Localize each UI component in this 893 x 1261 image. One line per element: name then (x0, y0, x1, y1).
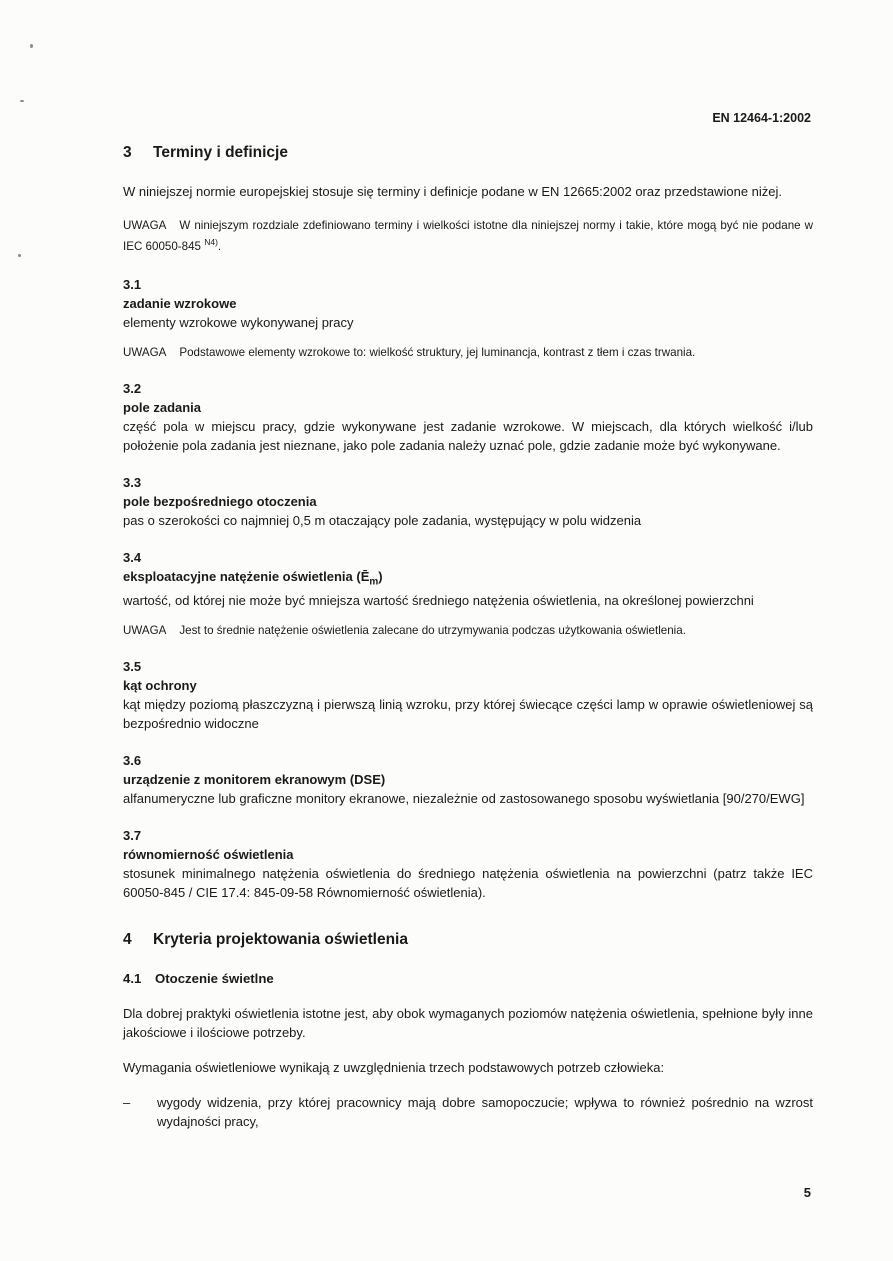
definition-3-2 (123, 379, 813, 455)
note-label: UWAGA (123, 219, 167, 232)
section-title: Kryteria projektowania oświetlenia (153, 931, 408, 949)
note-label: UWAGA (123, 624, 167, 638)
section-number: 4 (123, 931, 132, 949)
section-4-paragraph-2: Wymagania oświetleniowe wynikają z uwzględnienia trzech podstawowych potrzeb człowieka: (123, 1060, 665, 1076)
section-3-heading (123, 143, 813, 162)
definition-body: alfanumeryczne lub graficzne monitory ekranowe, niezależnie od zastosowanego sposobu wyświetlania [90/270/EWG] (123, 791, 805, 807)
definition-term-text: eksploatacyjne natężenie oświetlenia (Ē (123, 568, 370, 584)
list-item (123, 1093, 813, 1131)
definition-term (123, 567, 813, 592)
definition-number: 3.6 (123, 753, 142, 769)
list-dash: – (123, 1095, 131, 1111)
definition-body: elementy wzrokowe wykonywanej pracy (123, 314, 354, 330)
definition-number: 3.5 (123, 659, 142, 675)
section-3-note (123, 217, 813, 255)
section-4-paragraph-1: Dla dobrej praktyki oświetlenia istotne jest, aby obok wymaganych poziomów natężenia oświetlenia, spełnione były inne jakościowe i ilościowe potrzeby. (123, 1006, 813, 1041)
definition-3-3 (123, 473, 813, 530)
definition-number: 3.3 (123, 474, 142, 490)
definition-body: wartość, od której nie może być mniejsza wartość średniego natężenia oświetlenia, na określonej powierzchni (123, 593, 754, 609)
definition-3-4 (123, 548, 813, 640)
section-4-1-heading (123, 969, 813, 988)
definition-term-suffix: ) (378, 568, 383, 584)
definition-body: część pola w miejscu pracy, gdzie wykonywane jest zadanie wzrokowe. W miejscach, dla których wielkość i/lub położenie pola zadania jest nieznane, jako pole zadania należy uznać pole, gdzie zadanie może być wykonywane. (123, 418, 813, 453)
definition-body: kąt między poziomą płaszczyzną i pierwszą linią wzroku, przy której świecące części lamp w oprawie oświetleniowej są bezpośrednio widoczne (123, 697, 813, 732)
section-number: 3 (123, 144, 132, 161)
section-title: Terminy i definicje (153, 144, 288, 161)
definition-term: zadanie wzrokowe (123, 295, 237, 311)
note-superscript: N4) (204, 237, 218, 247)
definition-number: 3.4 (123, 549, 142, 565)
scan-artifact (20, 100, 24, 102)
definition-note (123, 622, 813, 639)
note-label: UWAGA (123, 345, 167, 359)
note-text: Podstawowe elementy wzrokowe to: wielkość struktury, jej luminancja, kontrast z tłem i czas trwania. (179, 345, 696, 359)
scan-artifact (18, 254, 21, 257)
note-text: Jest to średnie natężenie oświetlenia zalecane do utrzymywania podczas użytkowania oświetlenia. (179, 624, 686, 638)
definition-body: pas o szerokości co najmniej 0,5 m otaczający pole zadania, występujący w polu widzenia (123, 512, 642, 528)
definition-number: 3.1 (123, 276, 142, 292)
definition-term: pole bezpośredniego otoczenia (123, 493, 317, 509)
definition-term: równomierność oświetlenia (123, 847, 294, 863)
definition-note (123, 344, 813, 361)
page-number: 5 (803, 1185, 811, 1200)
scan-artifact (30, 44, 33, 48)
definition-3-5 (123, 657, 813, 733)
definition-number: 3.7 (123, 828, 142, 844)
definition-3-7 (123, 826, 813, 902)
list-item-text: wygody widzenia, przy której pracownicy mają dobre samopoczucie; wpływa to również pośrednio na wzrost wydajności pracy, (157, 1095, 813, 1130)
definition-body: stosunek minimalnego natężenia oświetlenia do średniego natężenia oświetlenia na powierzchni (patrz także IEC 60050-845 / CIE 17.4: 845-09-58 Równomierność oświetlenia). (123, 866, 813, 901)
note-text: W niniejszym rozdziale zdefiniowano terminy i wielkości istotne dla niniejszej normy i takie, które mogą być nie podane w IEC 60050-845 (123, 219, 813, 253)
subscript-m: m (369, 576, 379, 588)
definition-term: kąt ochrony (123, 678, 197, 694)
definition-number: 3.2 (123, 380, 142, 396)
document-reference: EN 12464-1:2002 (712, 111, 811, 125)
subsection-title: Otoczenie świetlne (155, 971, 274, 987)
document-content (123, 143, 813, 1131)
definition-3-1 (123, 275, 813, 361)
section-3-intro-paragraph: W niniejszej normie europejskiej stosuje się terminy i definicje podane w EN 12665:2002 oraz przedstawione niżej. (123, 184, 783, 199)
subsection-number: 4.1 (123, 971, 142, 987)
definition-term: pole zadania (123, 399, 202, 415)
note-tail: . (217, 239, 222, 253)
section-4-heading (123, 930, 813, 949)
definition-term: urządzenie z monitorem ekranowym (DSE) (123, 772, 386, 788)
definition-3-6 (123, 751, 813, 808)
